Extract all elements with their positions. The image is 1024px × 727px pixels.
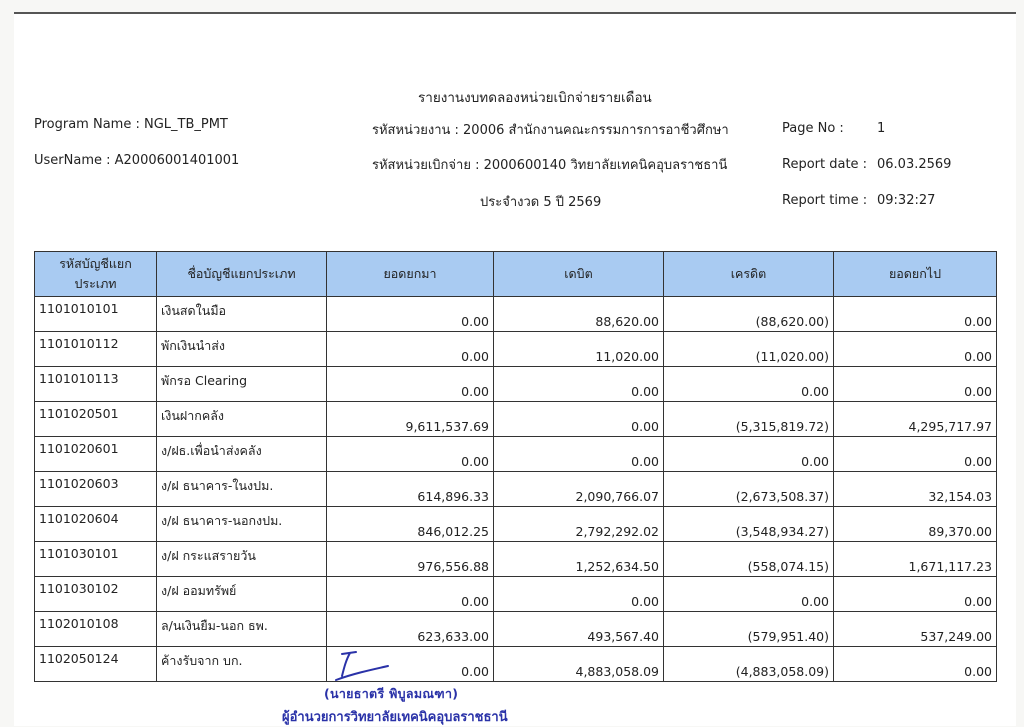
col-debit: เดบิต: [494, 252, 664, 297]
account-code-cell: 1102050124: [35, 647, 157, 682]
closing-balance-cell: 0.00: [834, 297, 997, 332]
account-code-cell: 1101010113: [35, 367, 157, 402]
col-closing-balance: ยอดยกไป: [834, 252, 997, 297]
account-name-cell: พักเงินนำส่ง: [157, 332, 327, 367]
opening-balance-cell: 614,896.33: [327, 472, 494, 507]
table-row: [35, 402, 997, 437]
trial-balance-table: [34, 251, 997, 682]
opening-balance-cell: 0.00: [327, 577, 494, 612]
account-code-cell: 1101010101: [35, 297, 157, 332]
account-name-cell: เงินสดในมือ: [157, 297, 327, 332]
col-opening-balance: ยอดยกมา: [327, 252, 494, 297]
debit-cell: 0.00: [494, 367, 664, 402]
closing-balance-cell: 4,295,717.97: [834, 402, 997, 437]
table-row: [35, 472, 997, 507]
debit-cell: 0.00: [494, 437, 664, 472]
credit-cell: (3,548,934.27): [664, 507, 834, 542]
opening-balance-cell: 976,556.88: [327, 542, 494, 577]
table-row: [35, 437, 997, 472]
credit-cell: 0.00: [664, 577, 834, 612]
col-account-code: รหัสบัญชีแยกประเภท: [35, 252, 157, 297]
disburse-unit: รหัสหน่วยเบิกจ่าย : 2000600140 วิทยาลัยเทคนิคอุบลราชธานี: [372, 158, 728, 173]
account-name-cell: ง/ฝ ธนาคาร-นอกงปม.: [157, 507, 327, 542]
account-name-cell: ล/นเงินยืม-นอก ธพ.: [157, 612, 327, 647]
report-time-value: 09:32:27: [877, 193, 936, 208]
credit-cell: 0.00: [664, 367, 834, 402]
report-date-value: 06.03.2569: [877, 157, 952, 172]
col-account-name: ชื่อบัญชีแยกประเภท: [157, 252, 327, 297]
opening-balance-cell: 623,633.00: [327, 612, 494, 647]
credit-cell: (558,074.15): [664, 542, 834, 577]
opening-balance-cell: 0.00: [327, 437, 494, 472]
account-code-cell: 1101020601: [35, 437, 157, 472]
account-code-cell: 1101010112: [35, 332, 157, 367]
closing-balance-cell: 0.00: [834, 577, 997, 612]
opening-balance-cell: 0.00: [327, 297, 494, 332]
credit-cell: (579,951.40): [664, 612, 834, 647]
closing-balance-cell: 0.00: [834, 367, 997, 402]
opening-balance-cell: 0.00: [327, 367, 494, 402]
closing-balance-cell: 0.00: [834, 647, 997, 682]
period: ประจำงวด 5 ปี 2569: [480, 195, 602, 210]
debit-cell: 0.00: [494, 402, 664, 437]
col-credit: เครดิต: [664, 252, 834, 297]
credit-cell: (5,315,819.72): [664, 402, 834, 437]
report-title: รายงานงบทดลองหน่วยเบิกจ่ายรายเดือน: [418, 90, 652, 106]
account-name-cell: ง/ฝ ออมทรัพย์: [157, 577, 327, 612]
signatory-title: ผู้อำนวยการวิทยาลัยเทคนิคอุบลราชธานี: [282, 710, 508, 725]
credit-cell: (88,620.00): [664, 297, 834, 332]
table-header-row: [35, 252, 997, 297]
table-row: [35, 507, 997, 542]
credit-cell: (11,020.00): [664, 332, 834, 367]
table-row: [35, 612, 997, 647]
report-time-label: Report time :: [782, 193, 868, 208]
account-name-cell: ค้างรับจาก บก.: [157, 647, 327, 682]
closing-balance-cell: 0.00: [834, 437, 997, 472]
debit-cell: 88,620.00: [494, 297, 664, 332]
closing-balance-cell: 32,154.03: [834, 472, 997, 507]
closing-balance-cell: 0.00: [834, 332, 997, 367]
page-no-label: Page No :: [782, 121, 844, 136]
account-code-cell: 1101020604: [35, 507, 157, 542]
debit-cell: 2,792,292.02: [494, 507, 664, 542]
debit-cell: 493,567.40: [494, 612, 664, 647]
debit-cell: 4,883,058.09: [494, 647, 664, 682]
user-name: UserName : A20006001401001: [34, 153, 240, 168]
opening-balance-cell: 9,611,537.69: [327, 402, 494, 437]
opening-balance-cell: 0.00: [327, 332, 494, 367]
report-date-label: Report date :: [782, 157, 868, 172]
account-code-cell: 1101020603: [35, 472, 157, 507]
credit-cell: (4,883,058.09): [664, 647, 834, 682]
credit-cell: 0.00: [664, 437, 834, 472]
debit-cell: 0.00: [494, 577, 664, 612]
page-no-value: 1: [877, 121, 886, 136]
debit-cell: 11,020.00: [494, 332, 664, 367]
debit-cell: 2,090,766.07: [494, 472, 664, 507]
closing-balance-cell: 537,249.00: [834, 612, 997, 647]
report-page: [14, 12, 1016, 726]
table-row: [35, 647, 997, 682]
account-code-cell: 1101020501: [35, 402, 157, 437]
account-name-cell: ง/ฝธ.เพื่อนำส่งคลัง: [157, 437, 327, 472]
opening-balance-cell: 0.00: [327, 647, 494, 682]
table-row: [35, 542, 997, 577]
account-name-cell: ง/ฝ กระแสรายวัน: [157, 542, 327, 577]
signature-scribble: [322, 650, 392, 686]
credit-cell: (2,673,508.37): [664, 472, 834, 507]
closing-balance-cell: 89,370.00: [834, 507, 997, 542]
table-row: [35, 332, 997, 367]
closing-balance-cell: 1,671,117.23: [834, 542, 997, 577]
debit-cell: 1,252,634.50: [494, 542, 664, 577]
agency-code: รหัสหน่วยงาน : 20006 สำนักงานคณะกรรมการการอาชีวศึกษา: [372, 123, 729, 138]
table-row: [35, 367, 997, 402]
opening-balance-cell: 846,012.25: [327, 507, 494, 542]
account-name-cell: เงินฝากคลัง: [157, 402, 327, 437]
program-name: Program Name : NGL_TB_PMT: [34, 117, 228, 132]
signatory-name: (นายธาตรี พิบูลมณฑา): [324, 686, 459, 701]
account-code-cell: 1101030102: [35, 577, 157, 612]
account-code-cell: 1101030101: [35, 542, 157, 577]
account-code-cell: 1102010108: [35, 612, 157, 647]
table-row: [35, 297, 997, 332]
table-row: [35, 577, 997, 612]
account-name-cell: พักรอ Clearing: [157, 367, 327, 402]
account-name-cell: ง/ฝ ธนาคาร-ในงปม.: [157, 472, 327, 507]
